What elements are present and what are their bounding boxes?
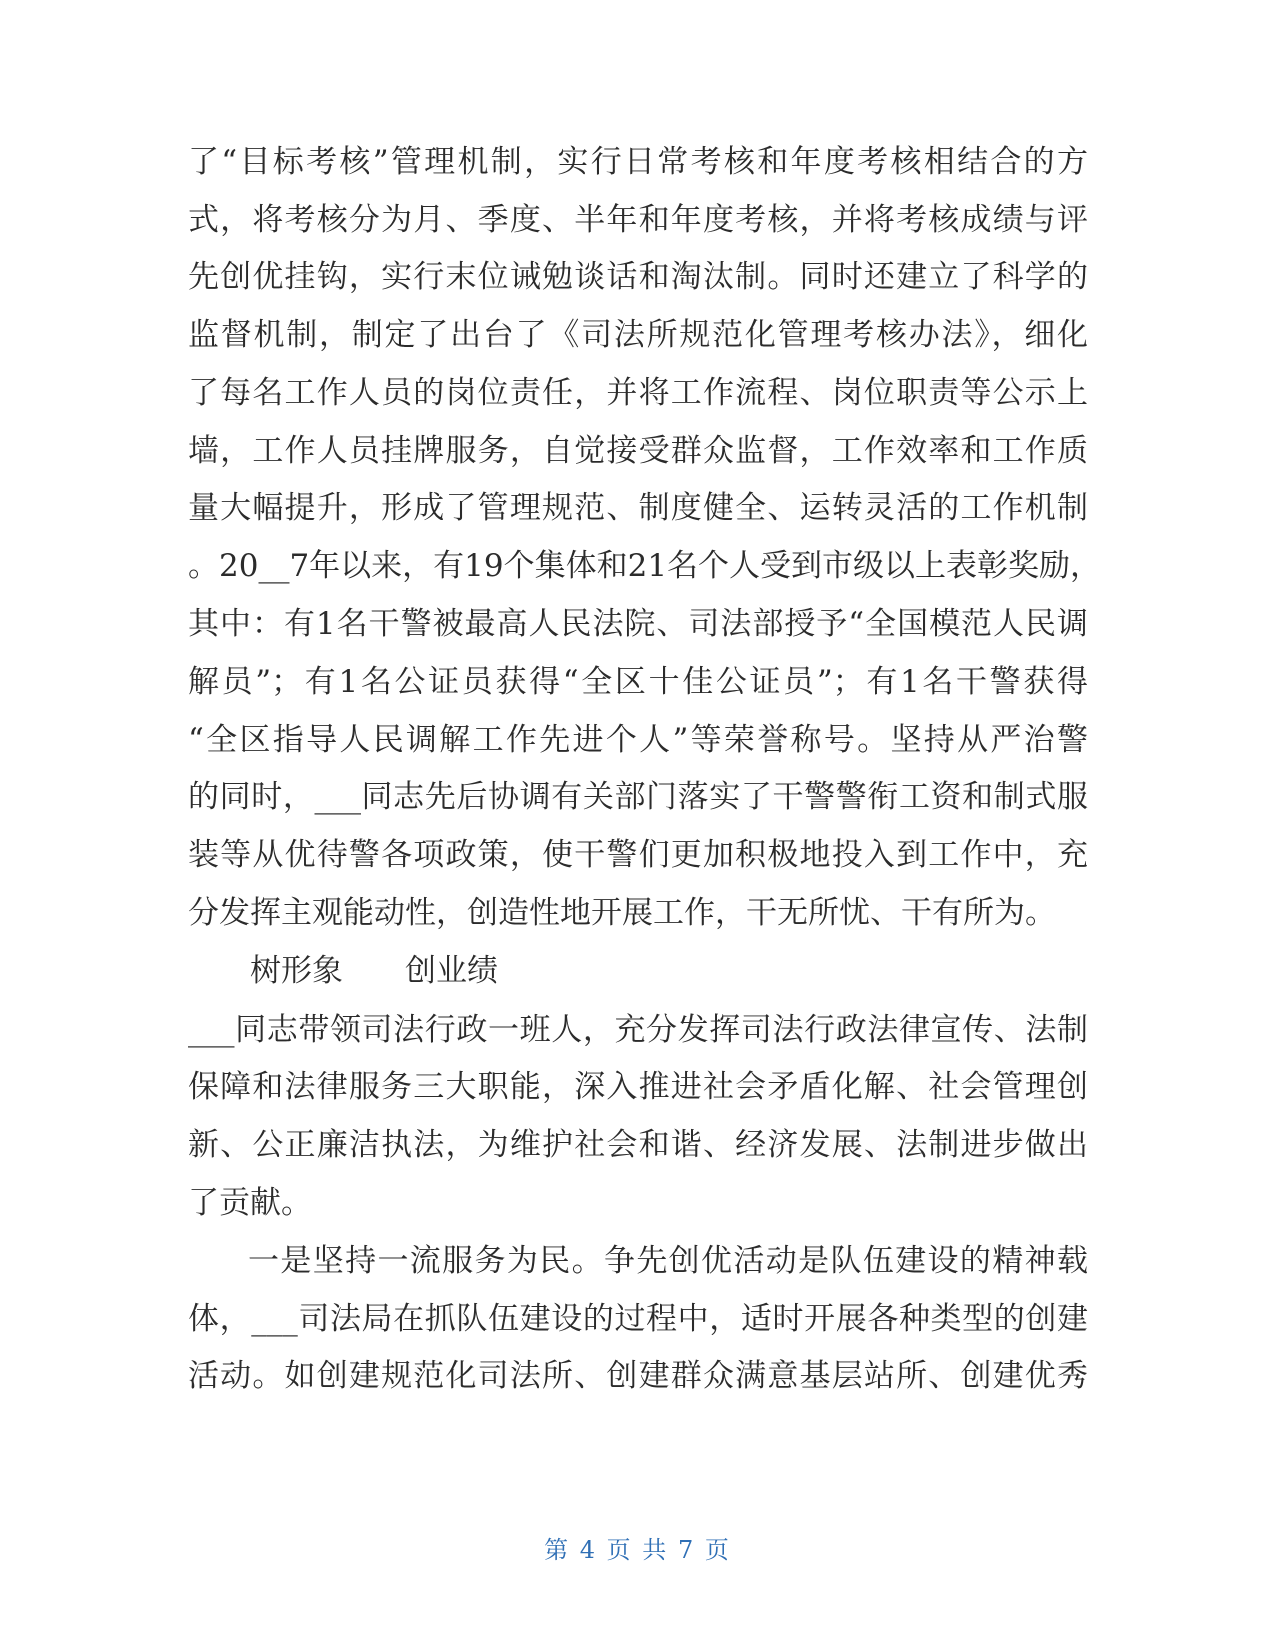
paragraph-line: ___同志带领司法行政一班人，充分发挥司法行政法律宣传、法制 [188,1012,1088,1048]
paragraph-line: 。20__7年以来，有19个集体和21名个人受到市级以上表彰奖励， [188,548,1102,584]
paragraph-line: 监督机制，制定了出台了《司法所规范化管理考核办法》，细化 [188,317,1088,353]
paragraph-line: 保障和法律服务三大职能，深入推进社会矛盾化解、社会管理创 [188,1069,1088,1105]
paragraph-line: 新、公正廉洁执法，为维护社会和谐、经济发展、法制进步做出 [188,1127,1088,1163]
paragraph-line: 体，___司法局在抓队伍建设的过程中，适时开展各种类型的创建 [188,1301,1088,1337]
paragraph-line: 解员”；有1名公证员获得“全区十佳公证员”；有1名干警获得 [188,664,1088,700]
paragraph-line: 量大幅提升，形成了管理规范、制度健全、运转灵活的工作机制 [188,490,1088,526]
paragraph-line: 的同时，___同志先后协调有关部门落实了干警警衔工资和制式服 [188,779,1088,815]
paragraph-line: 式，将考核分为月、季度、半年和年度考核，并将考核成绩与评 [188,202,1088,238]
paragraph-line: 墙，工作人员挂牌服务，自觉接受群众监督，工作效率和工作质 [188,433,1088,469]
paragraph-line: 了每名工作人员的岗位责任，并将工作流程、岗位职责等公示上 [188,375,1088,411]
paragraph-line: 分发挥主观能动性，创造性地开展工作，干无所忧、干有所为。 [188,895,1056,931]
paragraph-line: 一是坚持一流服务为民。争先创优活动是队伍建设的精神载 [248,1243,1088,1279]
paragraph-line: 装等从优待警各项政策，使干警们更加积极地投入到工作中，充 [188,837,1088,873]
paragraph-line: 了“目标考核”管理机制，实行日常考核和年度考核相结合的方 [188,144,1088,180]
paragraph-line: 了贡献。 [188,1185,312,1221]
section-heading: 树形象 创业绩 [250,953,498,989]
paragraph-line: 先创优挂钩，实行末位诫勉谈话和淘汰制。同时还建立了科学的 [188,259,1088,295]
page-number-footer: 第 4 页 共 7 页 [544,1536,731,1564]
paragraph-line: “全区指导人民调解工作先进个人”等荣誉称号。坚持从严治警 [188,722,1088,758]
paragraph-line: 活动。如创建规范化司法所、创建群众满意基层站所、创建优秀 [188,1358,1088,1394]
paragraph-line: 其中：有1名干警被最高人民法院、司法部授予“全国模范人民调 [188,606,1088,642]
